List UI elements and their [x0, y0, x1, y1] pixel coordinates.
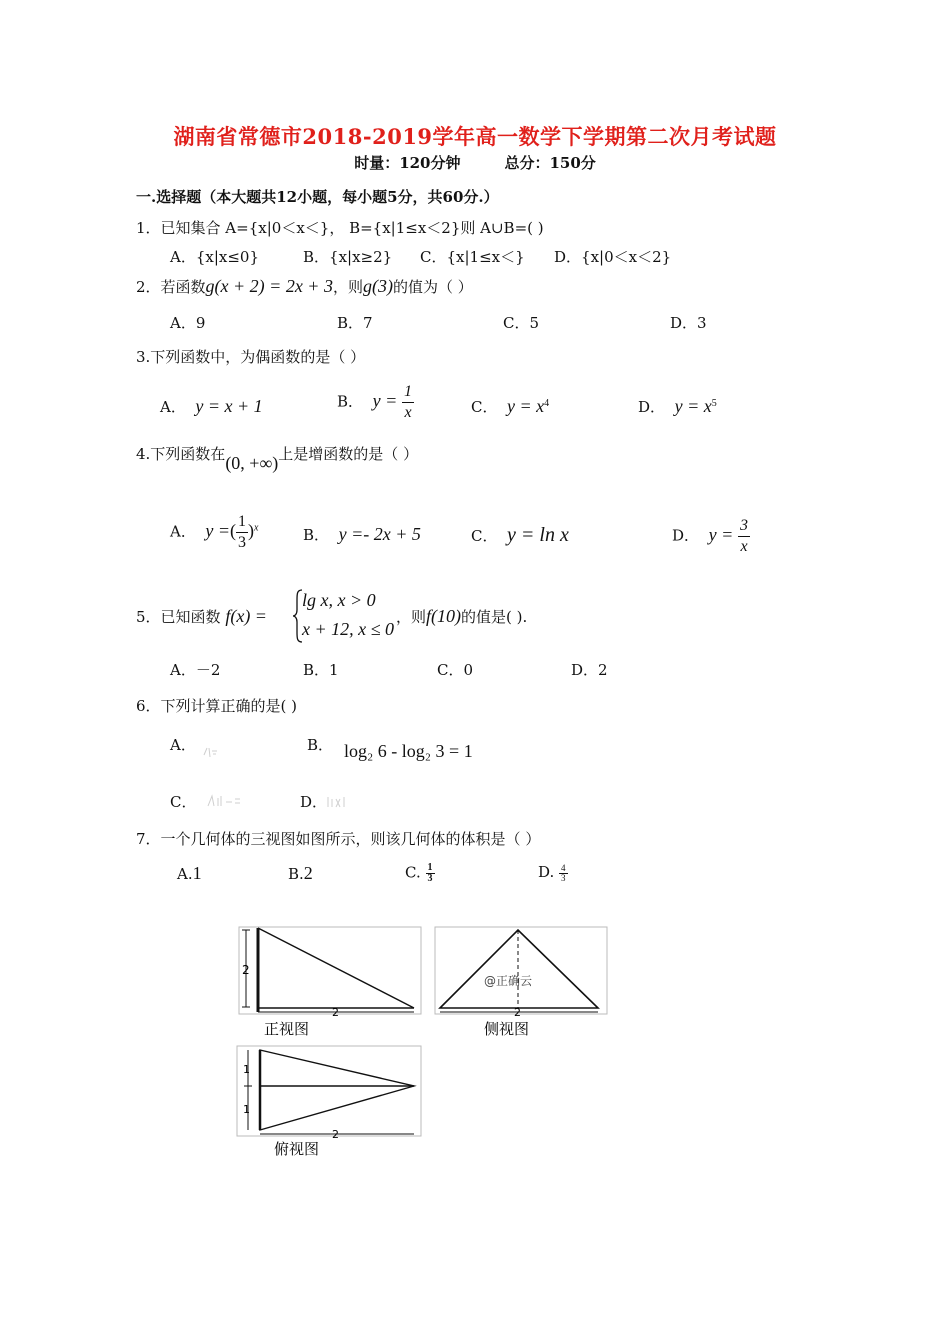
question-3-option-a: A． y = x + 1	[160, 396, 263, 416]
time-limit: 时量：120分钟	[354, 154, 461, 172]
question-2-option-c: C．5	[503, 314, 540, 332]
question-7-option-a: A.1	[177, 863, 202, 883]
top-view-caption: 俯视图	[274, 1140, 320, 1158]
question-4-option-a: A． y =( $\frac{1}{3}$ )$^x$	[170, 513, 259, 551]
question-4-option-d: D． y = $\frac{3}{x}$	[672, 517, 748, 555]
question-2-option-b: B．7	[337, 314, 373, 332]
top-depth-label-lower: 1	[243, 1103, 250, 1116]
question-3-option-b: B． y = $\frac{1}{x}$	[337, 383, 412, 421]
q5-case-2: x + 12, x ≤ 0	[302, 619, 395, 639]
page-title: 湖南省常德市2018-2019学年高一数学下学期第二次月考试题	[173, 124, 777, 149]
question-7-option-d: D. $\frac{4}{3}$	[538, 862, 566, 883]
top-view-triangle	[260, 1050, 414, 1130]
question-3-option-d: D． $y = x^5$	[638, 396, 717, 416]
question-5-option-d: D．2	[571, 661, 608, 679]
question-2-option-a: A．9	[170, 314, 206, 332]
question-5-stem-tail: ，则f(10)的值是( ).	[396, 606, 528, 626]
question-1-option-b: B．{x|x≥2}	[303, 248, 393, 266]
question-7-option-c: C. $\frac{1}{3}$	[405, 862, 433, 884]
total-score: 总分：150分	[504, 154, 596, 172]
question-6-option-b: B．	[307, 736, 334, 754]
side-width-label: 2	[514, 1006, 521, 1019]
q7d-fraction: $\frac{4}{3}$	[561, 862, 566, 883]
question-2-stem: 2．若函数g(x + 2) = 2x + 3，则g(3)的值为（ ）	[136, 276, 473, 296]
watermark: @正确云	[484, 974, 533, 988]
front-height-label: 2	[242, 963, 250, 977]
q4a-fraction: $\frac{1}{3}$	[238, 513, 247, 551]
faint-formula-icon	[206, 792, 244, 810]
question-2-option-d: D．3	[670, 314, 707, 332]
question-6-stem: 6．下列计算正确的是( )	[136, 697, 298, 715]
question-1-option-d: D．{x|0＜x＜2}	[554, 248, 672, 266]
exam-meta	[0, 152, 950, 173]
q6a-faint-formula	[203, 744, 219, 763]
q6d-faint-formula	[326, 794, 348, 813]
question-3-stem: 3.下列函数中，为偶函数的是（ ）	[136, 348, 366, 366]
question-1-option-c: C．{x|1≤x＜}	[420, 248, 525, 266]
side-view-triangle	[440, 930, 598, 1008]
question-7-option-b: B.2	[288, 863, 313, 883]
front-view-caption: 正视图	[264, 1020, 310, 1038]
question-5-stem: 5．已知函数 f(x) =	[136, 606, 267, 626]
side-view-caption: 侧视图	[484, 1020, 530, 1038]
question-5-option-b: B．1	[303, 661, 339, 679]
top-width-label: 2	[332, 1128, 339, 1141]
q5-case-1: lg x, x > 0	[302, 590, 376, 610]
q6c-faint-formula	[206, 792, 244, 814]
question-4-option-c: C． y = ln x	[471, 524, 569, 546]
q6b-formula: log₂ 6 - log₂ 3 = 1	[344, 741, 473, 761]
faint-formula-icon	[203, 745, 219, 759]
question-7-stem: 7．一个几何体的三视图如图所示，则该几何体的体积是（ ）	[136, 830, 541, 848]
question-6-option-d: D．	[300, 793, 328, 811]
top-view-frame	[237, 1046, 421, 1136]
question-5-option-c: C．0	[437, 661, 474, 679]
question-6-option-c: C．	[170, 793, 197, 811]
question-6-option-a: A．	[170, 736, 196, 754]
side-view-frame	[435, 927, 607, 1014]
q2-function-expr: g(x + 2) = 2x + 3	[205, 276, 333, 296]
q4d-fraction: $\frac{3}{x}$	[740, 517, 748, 555]
question-4-stem: 4.下列函数在(0, +∞)上是增函数的是（ ）	[136, 445, 419, 473]
three-view-figure	[236, 924, 610, 1160]
top-depth-label-upper: 1	[243, 1063, 250, 1076]
q7c-fraction: $\frac{1}{3}$	[427, 862, 433, 884]
q2-eval-expr: g(3)	[362, 276, 393, 296]
q3b-fraction: $\frac{1}{x}$	[404, 383, 412, 421]
section-heading: 一.选择题（本大题共12小题，每小题5分，共60分.）	[136, 188, 499, 206]
question-1-option-a: A．{x|x≤0}	[170, 248, 260, 266]
question-3-option-c: C． $y = x^4$	[471, 396, 550, 416]
question-1-stem: 1．已知集合 A={x|0＜x＜}， B={x|1≤x＜2}则 A∪B=( )	[136, 219, 544, 237]
question-5-option-a: A．－2	[170, 661, 221, 679]
question-4-option-b: B． y =- 2x + 5	[303, 524, 421, 544]
faint-formula-icon	[326, 795, 348, 809]
q4-interval: (0, +∞)	[225, 453, 279, 473]
front-width-label: 2	[332, 1006, 339, 1019]
front-view-slope	[258, 928, 414, 1008]
front-view-frame	[239, 927, 421, 1014]
